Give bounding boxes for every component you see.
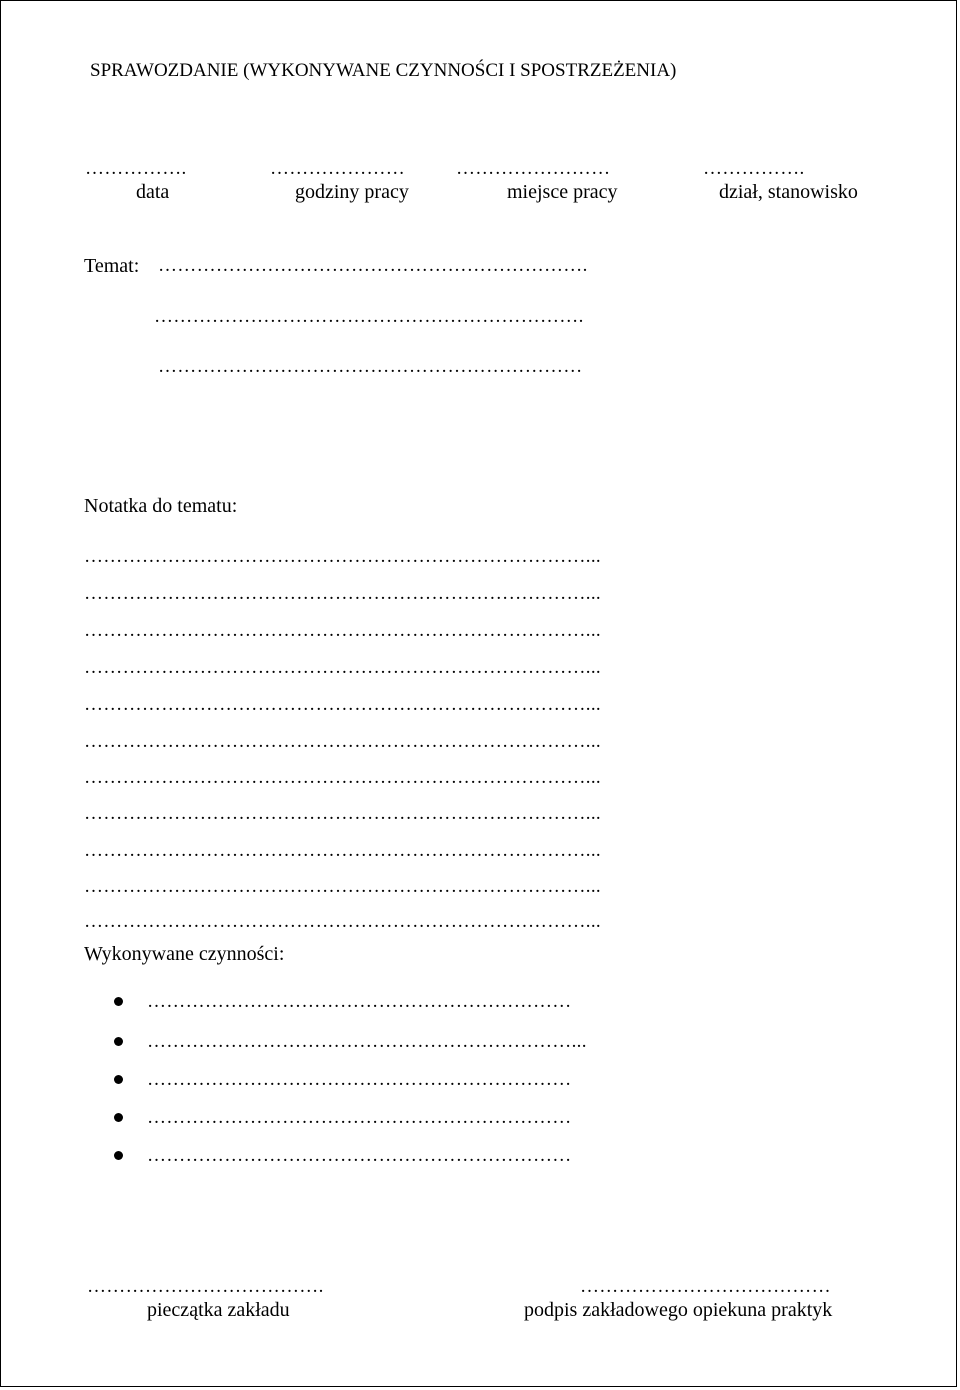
signature-dots: ………………………………… (580, 1276, 831, 1297)
note-line: ……………………………………………………………………... (84, 546, 601, 567)
date-dots: ……………. (85, 158, 187, 179)
note-line: ……………………………………………………………………... (84, 657, 601, 678)
topic-label: Temat: (84, 255, 140, 277)
note-label: Notatka do tematu: (84, 495, 238, 517)
note-line: ……………………………………………………………………... (84, 620, 601, 641)
note-line: ……………………………………………………………………... (84, 694, 601, 715)
activity-line: ………………………………………………………… (147, 1107, 572, 1128)
date-label: data (136, 181, 170, 203)
stamp-label: pieczątka zakładu (147, 1299, 290, 1321)
note-line: ……………………………………………………………………... (84, 840, 601, 861)
department-dots: ……………. (703, 158, 805, 179)
bullet-icon (114, 997, 123, 1006)
note-line: ……………………………………………………………………... (84, 767, 601, 788)
note-line: ……………………………………………………………………... (84, 803, 601, 824)
hours-dots: ………………… (270, 158, 406, 179)
activity-line: ………………………………………………………… (147, 991, 572, 1012)
activity-line: ………………………………………………………… (147, 1145, 572, 1166)
note-line: ……………………………………………………………………... (84, 731, 601, 752)
department-label: dział, stanowisko (719, 181, 858, 203)
note-line: ……………………………………………………………………... (84, 583, 601, 604)
activity-line: …………………………………………………………... (147, 1031, 587, 1052)
workplace-label: miejsce pracy (507, 181, 618, 203)
workplace-dots: …………………… (456, 158, 611, 179)
topic-line: …………………………………………………………. (154, 306, 584, 327)
bullet-icon (114, 1151, 123, 1160)
activities-label: Wykonywane czynności: (84, 943, 285, 965)
hours-label: godziny pracy (295, 181, 409, 203)
note-line: ……………………………………………………………………... (84, 911, 601, 932)
bullet-icon (114, 1113, 123, 1122)
signature-label: podpis zakładowego opiekuna praktyk (524, 1299, 833, 1321)
bullet-icon (114, 1037, 123, 1046)
bullet-icon (114, 1075, 123, 1084)
topic-line: …………………………………………………………. (158, 255, 588, 276)
topic-line: ………………………………………………………… (158, 356, 583, 377)
document-title: SPRAWOZDANIE (WYKONYWANE CZYNNOŚCI I SPOSTRZEŻENIA) (90, 60, 677, 81)
activity-line: ………………………………………………………… (147, 1069, 572, 1090)
stamp-dots: ………………………………. (87, 1276, 324, 1297)
note-line: ……………………………………………………………………... (84, 876, 601, 897)
